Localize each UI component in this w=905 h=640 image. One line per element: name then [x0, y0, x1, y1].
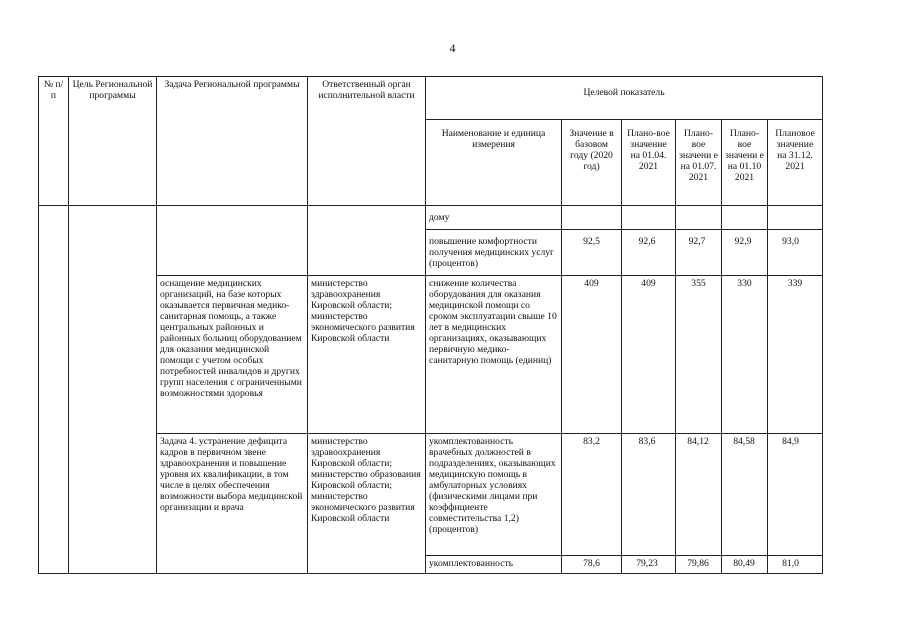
- table-row: [39, 276, 823, 434]
- header-num: № п/п: [39, 77, 69, 206]
- cell-q1: 83,6: [622, 434, 676, 556]
- header-row-1: [39, 77, 823, 120]
- cell-task: оснащение медицинских организаций, на базе которых оказывается первичная медико-санитарная помощь, а также центральных районных и районных больниц оборудованием для оказания медицинской помощи с учетом особых потребностей инвалидов и других групп населения с ограниченными возможностями здоровья: [157, 276, 308, 434]
- cell-q4: 339: [768, 276, 823, 434]
- cell-org-empty: [308, 206, 426, 276]
- header-goal: Цель Региональной программы: [69, 77, 157, 206]
- cell-q4: 84,9: [768, 434, 823, 556]
- cell-q4: [768, 206, 823, 230]
- cell-goal: [69, 206, 157, 574]
- cell-base: 92,5: [562, 230, 622, 276]
- cell-q3: 92,9: [722, 230, 768, 276]
- cell-q1: 92,6: [622, 230, 676, 276]
- cell-org: министерство здравоохранения Кировской области; министерство образования Кировской области; министерство экономического развития Кировской области: [308, 434, 426, 574]
- header-plan-q3: Плано-вое значени е на 01.10 2021: [722, 120, 768, 206]
- cell-task-empty: [157, 206, 308, 276]
- cell-q1: [622, 206, 676, 230]
- table-row: [39, 206, 823, 230]
- cell-num: [39, 206, 69, 574]
- cell-task: Задача 4. устранение дефицита кадров в первичном звене здравоохранения и повышение уровня их квалификации, в том числе в целях обеспечения возможности выбора медицинской организации и врача: [157, 434, 308, 574]
- cell-q3: [722, 206, 768, 230]
- header-plan-q1: Плано-вое значение на 01.04. 2021: [622, 120, 676, 206]
- cell-indicator: повышение комфортности получения медицинских услуг (процентов): [426, 230, 562, 276]
- cell-q2: 92,7: [676, 230, 722, 276]
- cell-indicator: дому: [426, 206, 562, 230]
- target-indicators-table: [38, 76, 823, 574]
- table-row: [39, 434, 823, 556]
- cell-q1: 79,23: [622, 556, 676, 574]
- cell-q2: 79,86: [676, 556, 722, 574]
- cell-indicator: укомплектованность: [426, 556, 562, 574]
- header-base-value: Значение в базовом году (2020 год): [562, 120, 622, 206]
- cell-org: министерство здравоохранения Кировской области; министерство экономического развития Кировской области: [308, 276, 426, 434]
- cell-indicator: снижение количества оборудования для оказания медицинской помощи со сроком эксплуатации свыше 10 лет в медицинских организациях, оказывающих первичную медико-санитарную помощь (единиц): [426, 276, 562, 434]
- cell-base: 409: [562, 276, 622, 434]
- header-org: Ответственный орган исполнительной власти: [308, 77, 426, 206]
- header-indicator-name: Наименование и единица измерения: [426, 120, 562, 206]
- page-number: 4: [449, 41, 456, 55]
- cell-q4: 93,0: [768, 230, 823, 276]
- header-task: Задача Региональной программы: [157, 77, 308, 206]
- cell-base: 83,2: [562, 434, 622, 556]
- cell-q3: 80,49: [722, 556, 768, 574]
- header-plan-q2: Плано-вое значени е на 01.07. 2021: [676, 120, 722, 206]
- header-plan-q4: Плановое значение на 31.12. 2021: [768, 120, 823, 206]
- cell-base: [562, 206, 622, 230]
- cell-q2: 84,12: [676, 434, 722, 556]
- cell-q2: [676, 206, 722, 230]
- cell-q4: 81,0: [768, 556, 823, 574]
- cell-base: 78,6: [562, 556, 622, 574]
- cell-q1: 409: [622, 276, 676, 434]
- cell-q3: 84,58: [722, 434, 768, 556]
- cell-q3: 330: [722, 276, 768, 434]
- cell-indicator: укомплектованность врачебных должностей в подразделениях, оказывающих медицинскую помощь в амбулаторных условиях (физическими лицами при коэффициенте совместительства 1,2) (процентов): [426, 434, 562, 556]
- cell-q2: 355: [676, 276, 722, 434]
- header-target: Целевой показатель: [426, 77, 823, 120]
